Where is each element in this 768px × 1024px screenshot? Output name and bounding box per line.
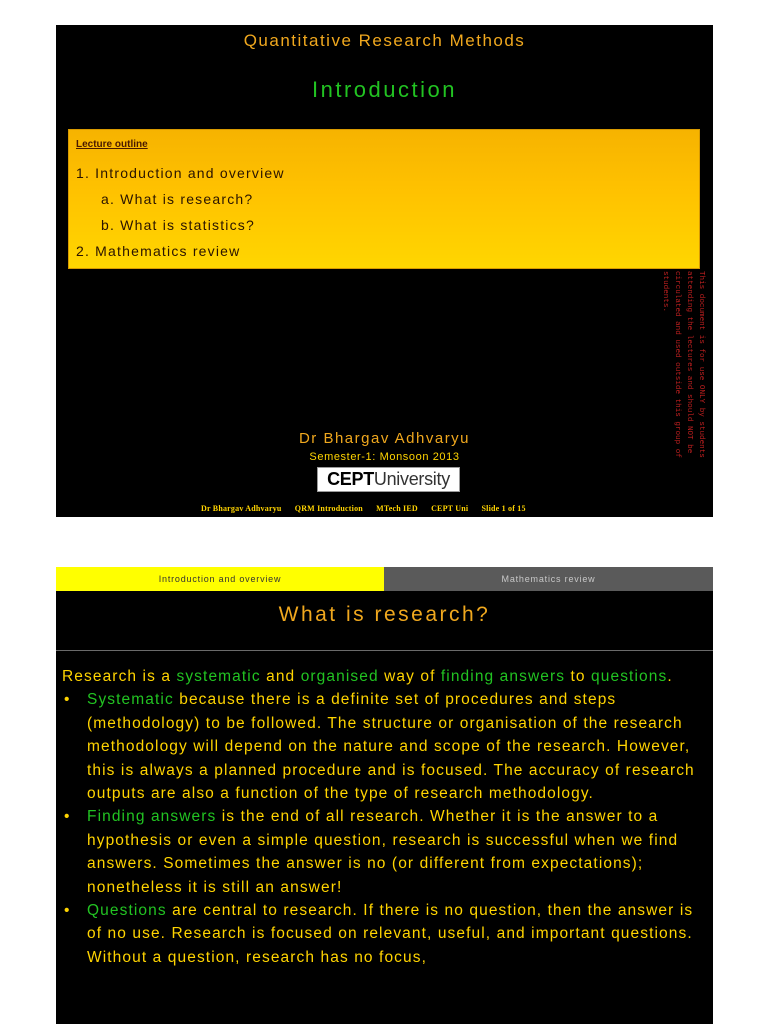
logo-text-cept: CEPT [327, 469, 374, 489]
logo-text-university: University [373, 469, 450, 489]
footer-institution: CEPT Uni [431, 504, 469, 513]
bullet-dot: • [64, 808, 71, 826]
bullet-text: because there is a definite set of procedures and steps (methodology) to be followed. The structure or organisation of the research methodology will depend on the nature and scope of the research. However, this is always a planned procedure and is focused. The accuracy of research outputs are also a function of the type of research methodology. [87, 691, 695, 803]
slide-footer [201, 504, 537, 513]
intro-text-2: and [260, 668, 301, 685]
outline-item-1a: a. What is research? [101, 191, 254, 207]
tab-introduction-overview[interactable]: Introduction and overview [56, 567, 384, 591]
footer-course: QRM Introduction [294, 504, 363, 513]
bullet-systematic [62, 688, 707, 805]
cept-university-logo [317, 467, 460, 492]
bullet-dot: • [64, 691, 71, 709]
bullet-keyword: Questions [87, 902, 167, 920]
notice-line-1: This document is for use ONLY by students [697, 271, 705, 458]
bullet-finding-answers [62, 805, 707, 899]
notice-line-3: circulated and used outside this group of [673, 271, 681, 458]
lecture-outline-box [68, 129, 700, 269]
bullet-text: are central to research. If there is no question, then the answer is of no use. Research is focused on relevant, useful, and important questions. Without a question, research has no focus, [87, 902, 694, 966]
intro-keyword-finding-answers: finding answers [440, 668, 566, 685]
outline-item-1: 1. Introduction and overview [76, 165, 285, 181]
intro-keyword-systematic: systematic [176, 668, 261, 685]
tab-mathematics-review[interactable]: Mathematics review [384, 567, 713, 591]
outline-heading: Lecture outline [76, 139, 148, 150]
bullet-keyword: Finding answers [87, 808, 217, 826]
slide-2-body [62, 665, 707, 969]
title-divider [56, 650, 713, 651]
course-title: Quantitative Research Methods [243, 31, 526, 50]
notice-line-4: students. [661, 271, 669, 313]
bullet-text: is the end of all research. Whether it is the answer to a hypothesis or even a simple question, research is successful when we find answers. Sometimes the answer is no (or different from expectations); nonetheless it is still an answer! [87, 808, 679, 896]
notice-line-2: attending the lectures and should NOT be [685, 271, 693, 454]
intro-text-5: . [667, 668, 673, 685]
intro-text-1: Research is a [62, 668, 177, 685]
slide-1 [56, 25, 713, 517]
footer-slide-number: Slide 1 of 15 [481, 504, 526, 513]
bullet-questions [62, 899, 707, 969]
intro-text-3: way of [378, 668, 441, 685]
footer-author: Dr Bhargav Adhvaryu [201, 504, 282, 513]
footer-program: MTech IED [376, 504, 418, 513]
intro-keyword-organised: organised [300, 668, 379, 685]
usage-notice [648, 271, 708, 515]
slide-2 [56, 567, 713, 1024]
author-name: Dr Bhargav Adhvaryu [298, 430, 471, 447]
intro-text-4: to [565, 668, 592, 685]
intro-keyword-questions: questions [591, 668, 668, 685]
outline-item-2: 2. Mathematics review [76, 243, 241, 259]
outline-item-1b: b. What is statistics? [101, 217, 255, 233]
bullet-dot: • [64, 902, 71, 920]
slide-title: Introduction [312, 77, 457, 102]
bullet-keyword: Systematic [87, 691, 174, 709]
semester-label: Semester-1: Monsoon 2013 [309, 451, 460, 463]
intro-paragraph [62, 665, 707, 688]
slide-2-title: What is research? [278, 603, 491, 626]
